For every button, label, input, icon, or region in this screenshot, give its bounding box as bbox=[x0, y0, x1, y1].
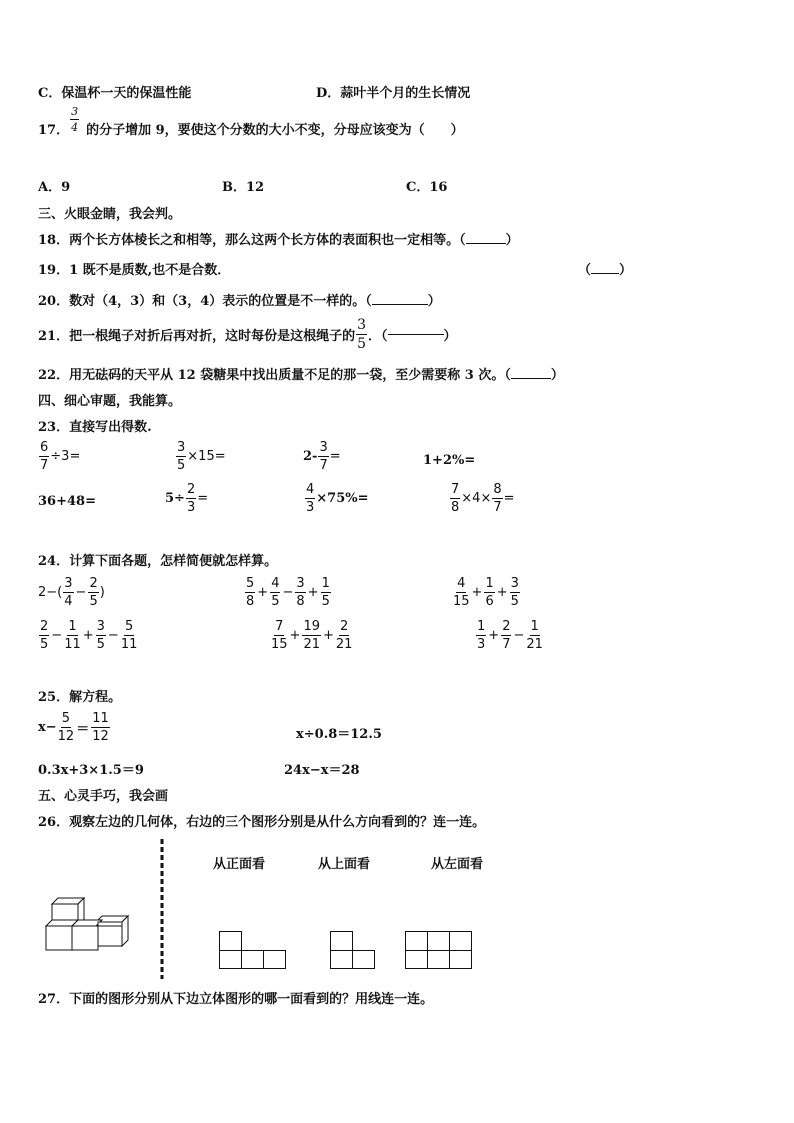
q25-equation-4: 24x−x＝28 bbox=[284, 763, 360, 778]
frac-numerator: 3 bbox=[96, 619, 105, 634]
q20-answer-blank[interactable] bbox=[372, 304, 428, 305]
q25-equation-3: 0.3x+3×1.5＝9 bbox=[38, 763, 144, 778]
q19-answer-blank[interactable] bbox=[591, 273, 619, 274]
q27-title: 27．下面的图形分别从下边立体图形的哪一面看到的？用线连一连。 bbox=[38, 992, 434, 1007]
expr-rest: = bbox=[197, 491, 209, 506]
q18-close-paren: ） bbox=[505, 233, 519, 248]
frac-numerator: 3 bbox=[319, 440, 328, 455]
q18-answer-blank[interactable] bbox=[466, 243, 506, 244]
view-grid-left[interactable] bbox=[405, 931, 473, 969]
operator: − bbox=[107, 628, 119, 643]
q22-close-paren: ） bbox=[550, 368, 564, 383]
cube-solid-figure bbox=[40, 896, 140, 956]
frac-denominator: 7 bbox=[502, 637, 511, 652]
frac-numerator: 1 bbox=[477, 619, 486, 634]
operator: − bbox=[513, 628, 525, 643]
frac-denominator: 7 bbox=[319, 458, 328, 473]
section-4-heading: 四、细心审题，我能算。 bbox=[38, 394, 182, 409]
operator: − bbox=[51, 628, 63, 643]
frac-numerator: 11 bbox=[92, 711, 109, 726]
operator: − bbox=[282, 585, 294, 600]
operator: + bbox=[323, 628, 334, 643]
frac-numerator: 3 bbox=[177, 440, 186, 455]
frac-denominator: 8 bbox=[246, 594, 255, 609]
frac-denominator: 15 bbox=[271, 637, 288, 652]
frac-numerator: 6 bbox=[40, 440, 49, 455]
q17-option-c: C．16 bbox=[406, 180, 448, 195]
q16-option-d: D．蒜叶半个月的生长情况 bbox=[316, 86, 471, 101]
q24-expr-2 bbox=[244, 577, 332, 608]
frac-numerator: 1 bbox=[68, 619, 77, 634]
frac-denominator: 3 bbox=[477, 637, 486, 652]
frac-denominator: 5 bbox=[321, 594, 330, 609]
q21-text: 21．把一根绳子对折后再对折，这时每份是这根绳子的 bbox=[38, 329, 356, 344]
q25-equation-1 bbox=[38, 712, 111, 743]
q21-tail: ．（ bbox=[368, 329, 388, 344]
view-label-left: 从左面看 bbox=[431, 857, 484, 872]
frac-denominator: 4 bbox=[64, 594, 73, 609]
frac-denominator: 12 bbox=[92, 729, 109, 744]
frac-numerator: 3 bbox=[64, 576, 73, 591]
question-21 bbox=[38, 318, 457, 351]
q24-expr-6 bbox=[475, 620, 544, 651]
frac-numerator: 5 bbox=[246, 576, 255, 591]
question-17 bbox=[38, 105, 464, 138]
frac-numerator: 7 bbox=[451, 482, 460, 497]
frac-denominator: 11 bbox=[64, 637, 81, 652]
q22-text: 22．用无砝码的天平从 12 袋糖果中找出质量不足的那一袋，至少需要称 3 次。（ bbox=[38, 368, 511, 383]
q17-text: 的分子增加 9，要使这个分数的大小不变，分母应该变为（ ） bbox=[86, 123, 464, 138]
frac-denominator: 12 bbox=[57, 729, 75, 744]
frac-denominator: 7 bbox=[493, 500, 502, 515]
frac-denominator: 3 bbox=[306, 500, 315, 515]
q23-title: 23．直接写出得数. bbox=[38, 420, 152, 435]
q23-item-2 bbox=[175, 441, 226, 472]
view-grid-top[interactable] bbox=[330, 931, 376, 969]
q23-item-6 bbox=[165, 483, 208, 514]
q20-text: 20．数对（4，3）和（3，4）表示的位置是不一样的。（ bbox=[38, 294, 372, 309]
frac-numerator: 2 bbox=[40, 619, 49, 634]
q24-title: 24．计算下面各题，怎样简便就怎样算。 bbox=[38, 554, 278, 569]
q24-expr-5 bbox=[270, 620, 353, 651]
operator: + bbox=[307, 585, 319, 600]
q21-frac-numerator: 3 bbox=[357, 317, 367, 333]
expr-middle: ×4× bbox=[461, 491, 492, 506]
q21-frac-denominator: 5 bbox=[357, 336, 367, 352]
frac-denominator: 5 bbox=[177, 458, 186, 473]
frac-numerator: 1 bbox=[485, 576, 494, 591]
frac-denominator: 8 bbox=[451, 500, 460, 515]
operator: − bbox=[75, 585, 87, 600]
section-3-heading: 三、火眼金睛，我会判。 bbox=[38, 207, 182, 222]
expr-rest: ×15= bbox=[187, 449, 226, 464]
frac-numerator: 5 bbox=[124, 619, 134, 634]
frac-denominator: 11 bbox=[120, 637, 138, 652]
section-5-heading: 五、心灵手巧，我会画 bbox=[38, 789, 169, 804]
q19-answer bbox=[578, 259, 632, 278]
view-grid-front[interactable] bbox=[219, 931, 287, 969]
frac-numerator: 3 bbox=[296, 576, 305, 591]
expr-prefix: 2−( bbox=[38, 585, 63, 600]
q19-open-paren: （ bbox=[578, 263, 592, 278]
q23-item-8 bbox=[449, 483, 515, 514]
q23-item-4: 1+2%= bbox=[423, 453, 476, 468]
q19-close-paren: ） bbox=[619, 263, 633, 278]
frac-denominator: 8 bbox=[296, 594, 305, 609]
question-22 bbox=[38, 364, 564, 383]
frac-denominator: 5 bbox=[510, 594, 519, 609]
frac-numerator: 1 bbox=[321, 576, 330, 591]
q26-title: 26．观察左边的几何体，右边的三个图形分别是从什么方向看到的？连一连。 bbox=[38, 815, 486, 830]
operator: + bbox=[471, 585, 483, 600]
frac-denominator: 6 bbox=[485, 594, 494, 609]
frac-denominator: 5 bbox=[96, 637, 105, 652]
frac-numerator: 3 bbox=[510, 576, 519, 591]
frac-numerator: 4 bbox=[457, 576, 466, 591]
frac-numerator: 4 bbox=[271, 576, 280, 591]
q23-item-7 bbox=[304, 483, 369, 514]
frac-denominator: 21 bbox=[526, 637, 543, 652]
q23-item-5: 36+48= bbox=[38, 494, 96, 509]
q17-number: 17． bbox=[38, 123, 70, 138]
q17-fraction bbox=[70, 106, 79, 133]
frac-numerator: 5 bbox=[61, 711, 71, 726]
frac-numerator: 7 bbox=[275, 619, 284, 634]
operator: + bbox=[257, 585, 269, 600]
expr-prefix: 2- bbox=[303, 449, 318, 464]
view-label-front: 从正面看 bbox=[213, 857, 266, 872]
question-20 bbox=[38, 290, 441, 309]
frac-numerator: 2 bbox=[186, 482, 196, 497]
frac-denominator: 5 bbox=[40, 637, 49, 652]
q22-answer-blank[interactable] bbox=[511, 378, 551, 379]
question-19-text: 19．1 既不是质数,也不是合数． bbox=[38, 263, 231, 278]
view-label-top: 从上面看 bbox=[318, 857, 371, 872]
dashed-divider bbox=[160, 839, 164, 979]
frac-denominator: 21 bbox=[335, 637, 353, 652]
frac-denominator: 21 bbox=[303, 637, 320, 652]
expr-rest: = bbox=[503, 491, 515, 506]
expr-rest: ÷3= bbox=[50, 449, 81, 464]
operator: + bbox=[289, 628, 301, 643]
frac-denominator: 7 bbox=[40, 458, 49, 473]
q17-option-b: B．12 bbox=[222, 180, 265, 195]
expr-prefix: x− bbox=[38, 720, 57, 735]
frac-numerator: 2 bbox=[340, 619, 349, 634]
q21-close-paren: ） bbox=[443, 329, 457, 344]
expr-prefix: 5÷ bbox=[165, 491, 185, 506]
q24-expr-3 bbox=[452, 577, 521, 608]
q17-frac-numerator: 3 bbox=[71, 105, 79, 118]
frac-numerator: 19 bbox=[303, 619, 320, 634]
q21-fraction bbox=[356, 318, 367, 351]
expr-rest: ×75%= bbox=[316, 491, 369, 506]
frac-denominator: 5 bbox=[271, 594, 280, 609]
equals-sign: ＝ bbox=[76, 722, 90, 737]
operator: + bbox=[488, 628, 500, 643]
frac-numerator: 8 bbox=[493, 482, 502, 497]
frac-numerator: 2 bbox=[89, 576, 98, 591]
frac-numerator: 1 bbox=[530, 619, 539, 634]
q16-option-c: C．保温杯一天的保温性能 bbox=[38, 86, 192, 101]
expr-rest: = bbox=[329, 449, 341, 464]
q25-title: 25．解方程。 bbox=[38, 690, 122, 705]
frac-denominator: 15 bbox=[453, 594, 470, 609]
operator: + bbox=[82, 628, 94, 643]
frac-numerator: 2 bbox=[502, 619, 511, 634]
q21-answer-blank[interactable] bbox=[388, 334, 444, 335]
frac-denominator: 3 bbox=[186, 500, 196, 515]
frac-denominator: 5 bbox=[89, 594, 98, 609]
expr-suffix: ) bbox=[99, 585, 105, 600]
q24-expr-4 bbox=[38, 620, 138, 651]
q20-close-paren: ） bbox=[427, 294, 441, 309]
q17-option-a: A．9 bbox=[38, 180, 71, 195]
q23-item-3 bbox=[303, 441, 341, 472]
frac-numerator: 4 bbox=[306, 482, 315, 497]
q18-text: 18．两个长方体棱长之和相等，那么这两个长方体的表面积也一定相等。（ bbox=[38, 233, 466, 248]
q23-item-1 bbox=[38, 441, 80, 472]
q17-frac-denominator: 4 bbox=[71, 121, 79, 134]
operator: + bbox=[496, 585, 508, 600]
q24-expr-1 bbox=[38, 577, 105, 608]
q25-equation-2: x÷0.8＝12.5 bbox=[296, 727, 382, 742]
question-18 bbox=[38, 229, 519, 248]
